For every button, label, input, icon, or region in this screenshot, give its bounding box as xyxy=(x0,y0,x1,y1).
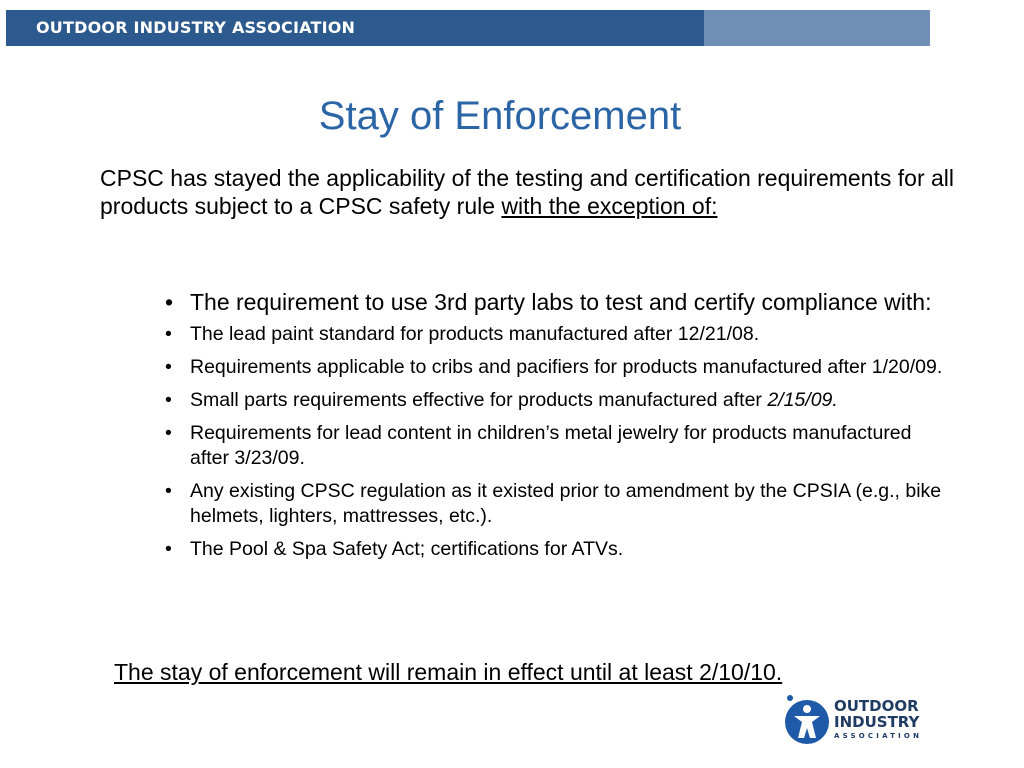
bullet-text: Any existing CPSC regulation as it existed prior to amendment by the CPSIA (e.g., bike helmets, lighters, mattresses, etc.). xyxy=(190,480,942,527)
logo-wordmark xyxy=(834,698,922,741)
bullet-icon: • xyxy=(165,289,174,315)
bullet-icon: • xyxy=(165,480,172,502)
bullet-icon: • xyxy=(165,323,172,345)
figure-logo-icon xyxy=(782,692,832,748)
banner-title: OUTDOOR INDUSTRY ASSOCIATION xyxy=(36,18,356,37)
bullet-icon: • xyxy=(165,538,172,560)
bullet-text: Small parts requirements effective for products manufactured after xyxy=(190,389,768,411)
conclusion-text: The stay of enforcement will remain in effect until at least 2/10/10. xyxy=(114,659,783,685)
bullet-icon: • xyxy=(165,356,172,378)
intro-text: CPSC has stayed the applicability of the testing and certification requirements for all products subject to a CPSC safety rule xyxy=(100,165,954,219)
bullet-text: The Pool & Spa Safety Act; certifications for ATVs. xyxy=(190,538,624,560)
slide-title: Stay of Enforcement xyxy=(318,94,682,138)
bullet-item xyxy=(165,322,955,347)
intro-exception: with the exception of: xyxy=(501,193,718,219)
header-banner xyxy=(6,10,930,46)
bullet-item xyxy=(165,479,955,529)
bullet-text: The requirement to use 3rd party labs to test and certify compliance with: xyxy=(190,289,932,315)
bullet-item xyxy=(165,288,955,316)
bullet-text: Requirements for lead content in children’s metal jewelry for products manufactured after 3/23/09. xyxy=(190,422,912,469)
bullet-text: Requirements applicable to cribs and pacifiers for products manufactured after 1/20/09. xyxy=(190,356,943,378)
oia-logo xyxy=(782,690,952,750)
bullet-date: 2/15/09. xyxy=(767,389,838,411)
bullet-item xyxy=(165,421,955,471)
bullet-item xyxy=(165,355,955,380)
bullet-icon: • xyxy=(165,422,172,444)
intro-paragraph xyxy=(100,164,970,220)
bullet-item xyxy=(165,388,955,413)
bullet-icon: • xyxy=(165,389,172,411)
logo-line-3: ASSOCIATION xyxy=(834,732,923,740)
logo-line-1: OUTDOOR xyxy=(834,697,919,715)
logo-line-2: INDUSTRY xyxy=(834,713,920,731)
bullet-text: The lead paint standard for products manufactured after 12/21/08. xyxy=(190,323,760,345)
bullet-list xyxy=(165,288,955,570)
bullet-item xyxy=(165,537,955,562)
banner-accent xyxy=(704,10,930,46)
